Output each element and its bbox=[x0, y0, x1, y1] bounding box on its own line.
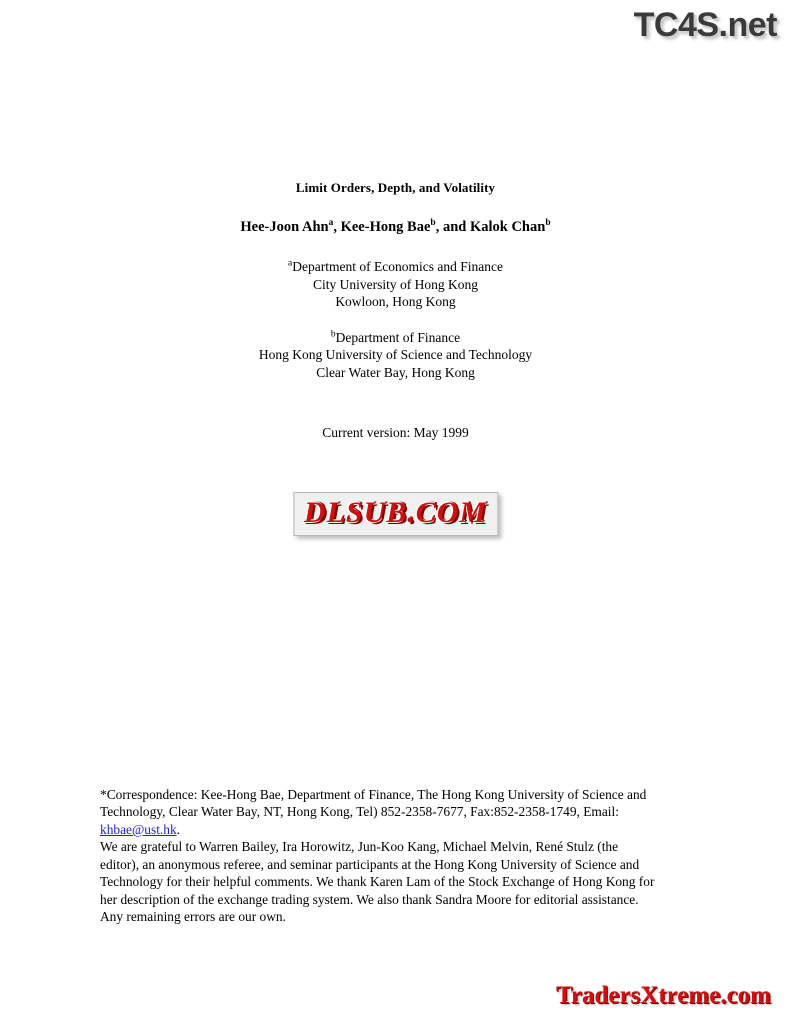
author-3: , and Kalok Chan bbox=[435, 219, 546, 235]
watermark-tc4s: TC4S.net bbox=[633, 6, 777, 44]
page-title: Limit Orders, Depth, and Volatility bbox=[295, 180, 496, 195]
title-block bbox=[0, 180, 791, 441]
author-2-affil-marker: b bbox=[430, 218, 436, 229]
author-2: , Kee-Hong Bae bbox=[333, 219, 431, 235]
affiliation-a-line-2: City University of Hong Kong bbox=[313, 276, 478, 292]
affiliation-a-line-3: Kowloon, Hong Kong bbox=[335, 294, 456, 310]
affiliation-a bbox=[0, 258, 791, 311]
footnote-line-3: We are grateful to Warren Bailey, Ira Horowitz, Jun-Koo Kang, Michael Melvin, René Stulz (the bbox=[100, 839, 619, 855]
footnote-line-4: editor), an anonymous referee, and seminar participants at the Hong Kong University of Science and bbox=[100, 856, 640, 872]
affiliation-b-line-3: Clear Water Bay, Hong Kong bbox=[316, 364, 475, 380]
affiliation-b-dept: Department of Finance bbox=[335, 329, 461, 345]
correspondence-footnote bbox=[100, 786, 692, 925]
watermark-tradersxtreme: TradersXtreme.com bbox=[556, 982, 771, 1009]
footnote-line-6: her description of the exchange trading system. We also thank Sandra Moore for editorial assistance. bbox=[100, 891, 639, 907]
version-line: Current version: May 1999 bbox=[322, 425, 469, 441]
footnote-line-email bbox=[100, 821, 692, 838]
footnote-email-period: . bbox=[176, 821, 181, 837]
author-1: Hee-Joon Ahn bbox=[240, 219, 329, 235]
footnote-line-1: *Correspondence: Kee-Hong Bae, Department of Finance, The Hong Kong University of Science and bbox=[100, 787, 647, 802]
affiliation-a-line-1 bbox=[0, 258, 791, 276]
footnote-line-2: Technology, Clear Water Bay, NT, Hong Kong, Tel) 852-2358-7677, Fax:852-2358-1749, Email: bbox=[100, 804, 619, 820]
author-3-affil-marker: b bbox=[545, 218, 551, 229]
affiliation-b bbox=[0, 329, 791, 382]
watermark-dlsub: DLSUB.COM bbox=[293, 492, 498, 536]
affiliation-b-line-1 bbox=[0, 329, 791, 347]
footnote-line-7: Any remaining errors are our own. bbox=[100, 908, 286, 924]
affiliation-b-marker: b bbox=[330, 329, 336, 340]
email-link[interactable]: khbae@ust.hk bbox=[100, 821, 177, 837]
author-1-affil-marker: a bbox=[328, 218, 334, 229]
author-line bbox=[0, 219, 791, 236]
footnote-line-5: Technology for their helpful comments. We thank Karen Lam of the Stock Exchange of Hong Kong for bbox=[100, 874, 655, 890]
affiliation-a-marker: a bbox=[288, 258, 293, 269]
affiliation-b-line-2: Hong Kong University of Science and Technology bbox=[258, 347, 533, 363]
affiliation-a-dept: Department of Economics and Finance bbox=[292, 259, 503, 274]
